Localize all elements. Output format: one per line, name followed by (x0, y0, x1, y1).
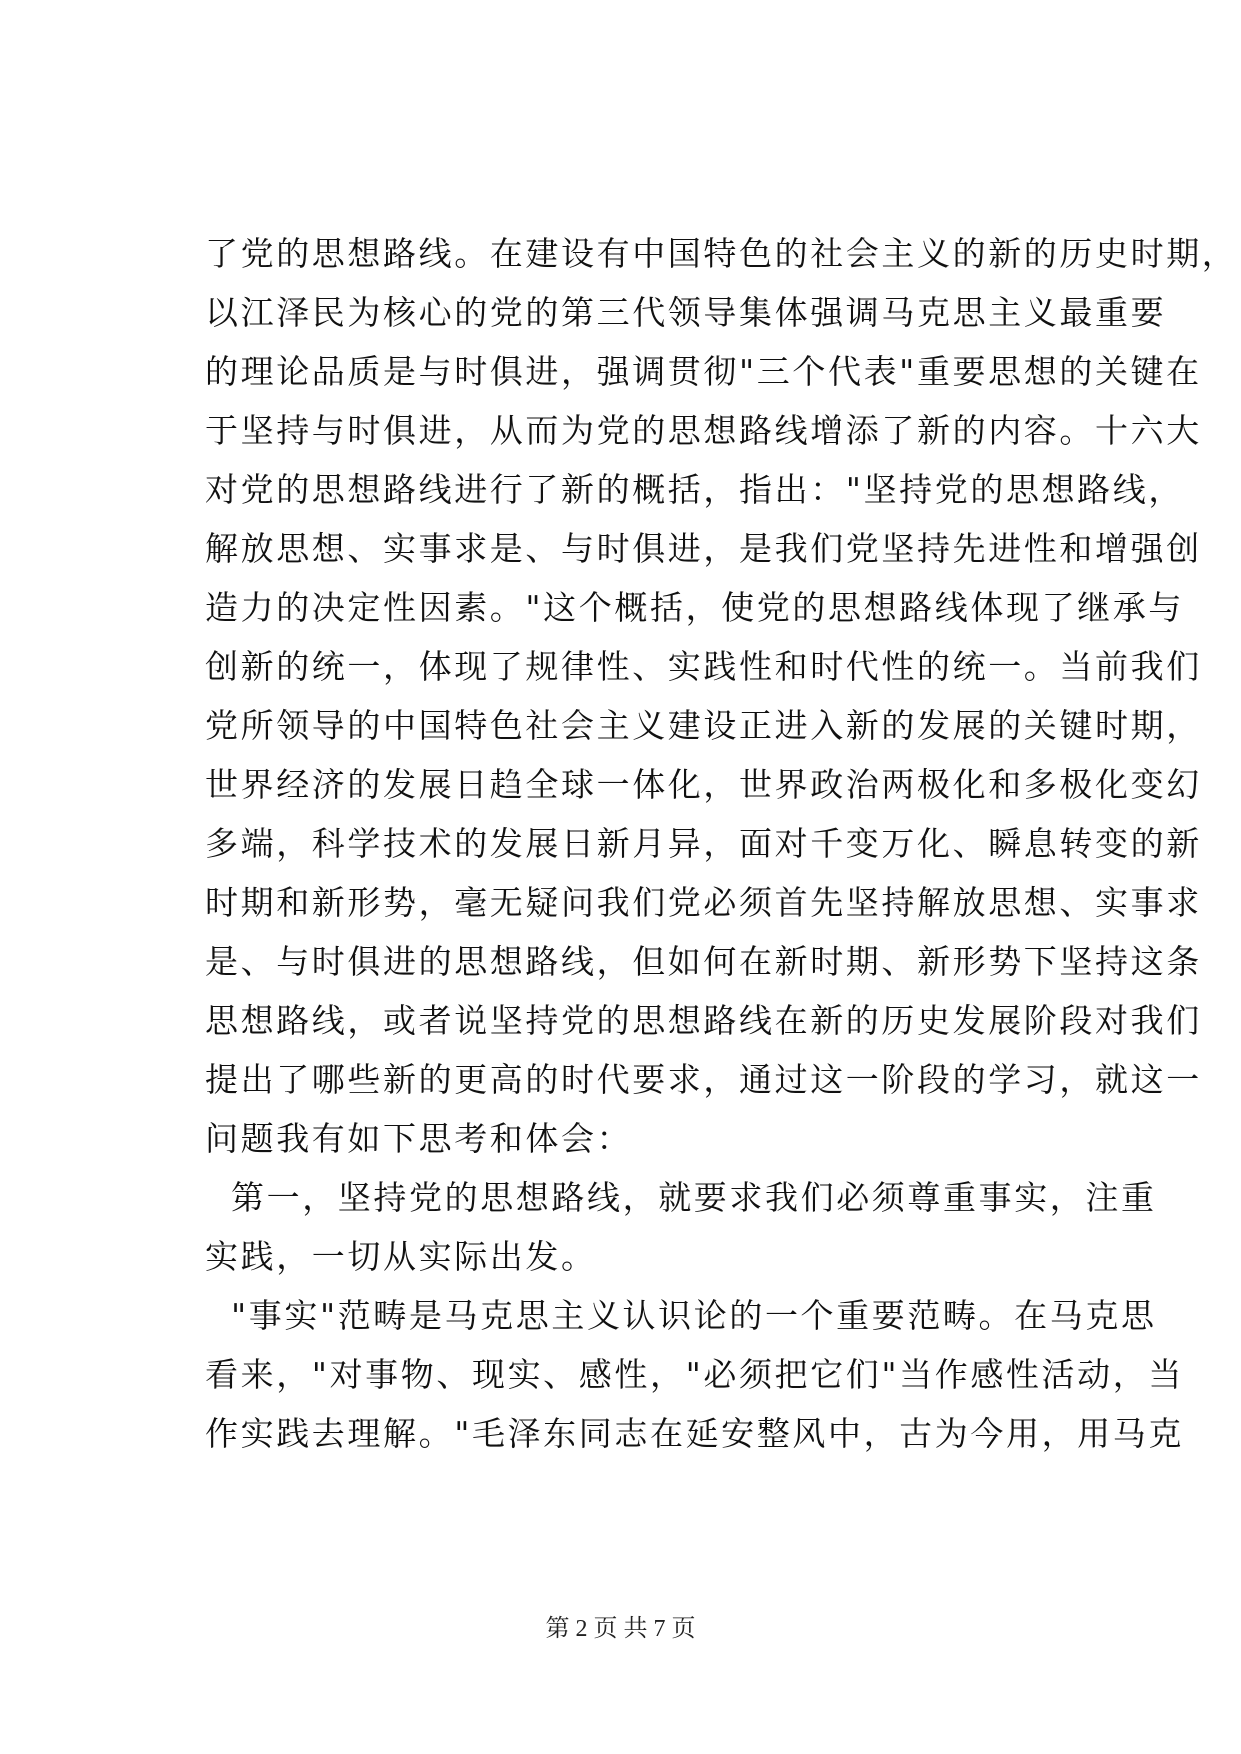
text-line: 党所领导的中国特色社会主义建设正进入新的发展的关键时期， (205, 706, 1202, 745)
text-line: 看来，"对事物、现实、感性，"必须把它们"当作感性活动，当 (205, 1355, 1184, 1394)
paragraph-first-line: "事实"范畴是马克思主义认识论的一个重要范畴。在马克思 (231, 1296, 1157, 1335)
text-line: 世界经济的发展日趋全球一体化，世界政治两极化和多极化变幻 (205, 765, 1202, 804)
text-line: 于坚持与时俱进，从而为党的思想路线增添了新的内容。十六大 (205, 411, 1202, 450)
text-line: 作实践去理解。"毛泽东同志在延安整风中，古为今用，用马克 (205, 1414, 1184, 1453)
text-line: 创新的统一，体现了规律性、实践性和时代性的统一。当前我们 (205, 647, 1202, 686)
text-line: 造力的决定性因素。"这个概括，使党的思想路线体现了继承与 (205, 588, 1184, 627)
text-line: 时期和新形势，毫无疑问我们党必须首先坚持解放思想、实事求 (205, 883, 1202, 922)
text-line: 是、与时俱进的思想路线，但如何在新时期、新形势下坚持这条 (205, 942, 1202, 981)
text-line: 的理论品质是与时俱进，强调贯彻"三个代表"重要思想的关键在 (205, 352, 1202, 391)
text-line: 提出了哪些新的更高的时代要求，通过这一阶段的学习，就这一 (205, 1060, 1202, 1099)
text-line: 问题我有如下思考和体会： (205, 1119, 633, 1158)
document-body (205, 224, 1238, 1463)
paragraph-first-line: 第一，坚持党的思想路线，就要求我们必须尊重事实，注重 (231, 1178, 1157, 1217)
text-line: 以江泽民为核心的党的第三代领导集体强调马克思主义最重要 (205, 293, 1167, 332)
text-line: 多端，科学技术的发展日新月异，面对千变万化、瞬息转变的新 (205, 824, 1202, 863)
text-line: 了党的思想路线。在建设有中国特色的社会主义的新的历史时期， (205, 234, 1238, 273)
text-line: 思想路线，或者说坚持党的思想路线在新的历史发展阶段对我们 (205, 1001, 1202, 1040)
page-number-footer: 第 2 页 共 7 页 (545, 1616, 696, 1642)
text-line: 解放思想、实事求是、与时俱进，是我们党坚持先进性和增强创 (205, 529, 1202, 568)
text-line: 对党的思想路线进行了新的概括，指出："坚持党的思想路线， (205, 470, 1184, 509)
text-line: 实践，一切从实际出发。 (205, 1237, 597, 1276)
